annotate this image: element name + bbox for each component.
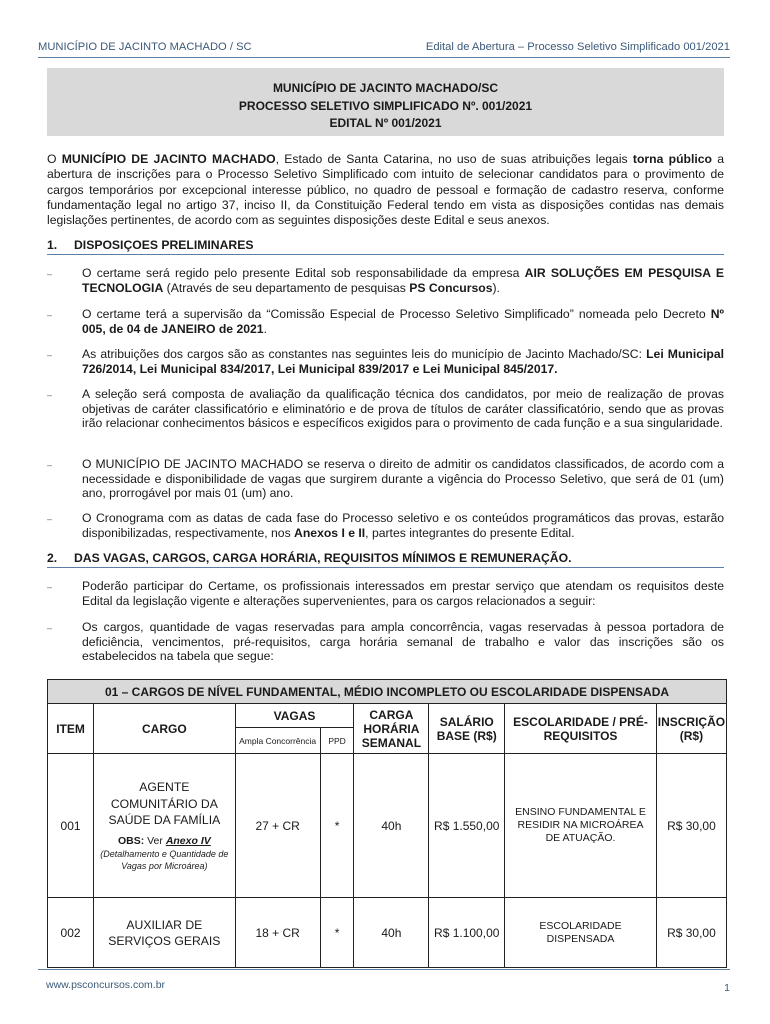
list-item: – Os cargos, quantidade de vagas reservadas para ampla concorrência, vagas reservadas à pessoa portadora de deficiência, vencimentos, pré-requisitos, carga horária semanal de trabalho e valor das inscrições são os estabelecidos na tabela que segue:: [47, 620, 724, 664]
footer-website: www.psconcursos.com.br: [46, 979, 166, 991]
title-box: [47, 68, 724, 136]
header-inscricao: INSCRIÇÃO (R$): [656, 704, 726, 754]
section-2-heading: 2. DAS VAGAS, CARGOS, CARGA HORÁRIA, REQUISITOS MÍNIMOS E REMUNERAÇÃO.: [47, 551, 724, 568]
title-line-1: MUNICÍPIO DE JACINTO MACHADO/SC: [272, 81, 499, 95]
cell-salario: R$ 1.100,00: [429, 898, 505, 968]
cell-cargo: AGENTE COMUNITÁRIO DA SAÚDE DA FAMÍLIA OBS: Ver Anexo IV (Detalhamento e Quantidade de Vagas por Microárea): [94, 754, 235, 898]
header-ampla: Ampla Concorrência: [235, 728, 320, 754]
list-item: – O Cronograma com as datas de cada fase do Processo seletivo e os conteúdos programáticos das provas, estarão disponibilizadas, respectivamente, nos Anexos I e II, partes integrantes do presente Edital.: [47, 511, 724, 540]
section-1-heading: 1. DISPOSIÇOES PRELIMINARES: [47, 238, 724, 255]
header-municipality: MUNICÍPIO DE JACINTO MACHADO / SC: [38, 41, 252, 53]
cell-ampla: 27 + CR: [235, 754, 320, 898]
table-title: 01 – CARGOS DE NÍVEL FUNDAMENTAL, MÉDIO INCOMPLETO OU ESCOLARIDADE DISPENSADA: [48, 680, 727, 704]
cell-carga: 40h: [354, 898, 429, 968]
intro-paragraph: O MUNICÍPIO DE JACINTO MACHADO, Estado de Santa Catarina, no uso de suas atribuições legais torna público a abertura de inscrições para o Processo Seletivo Simplificado com intuito de selecionar candidatos para o provimento de cargos temporários por excepcional interesse público, no quadro de pessoal e formação de cadastro reserva, conforme fundamentação legal no artigo 37, inciso II, da Constituição Federal tendo em vista as disposições contidas nas demais legislações pertinentes, de acordo com as seguintes disposições deste Edital e seus anexos.: [47, 152, 724, 228]
header-vagas: VAGAS: [235, 704, 354, 728]
header-edital: Edital de Abertura – Processo Seletivo Simplificado 001/2021: [425, 41, 730, 53]
cell-item: 001: [48, 754, 94, 898]
header-escolaridade: ESCOLARIDADE / PRÉ-REQUISITOS: [505, 704, 657, 754]
cell-inscricao: R$ 30,00: [656, 754, 726, 898]
list-item: – O certame será regido pelo presente Edital sob responsabilidade da empresa AIR SOLUÇÕES EM PESQUISA E TECNOLOGIA (Através de seu departamento de pesquisas PS Concursos).: [47, 266, 724, 295]
cell-item: 002: [48, 898, 94, 968]
page-number: 1: [724, 982, 730, 994]
header-ppd: PPD: [320, 728, 354, 754]
cell-salario: R$ 1.550,00: [429, 754, 505, 898]
cell-inscricao: R$ 30,00: [656, 898, 726, 968]
list-item: – As atribuições dos cargos são as constantes nas seguintes leis do município de Jacinto Machado/SC: Lei Municipal 726/2014, Lei Municipal 834/2017, Lei Municipal 839/2017 e Lei Municipal 845/2017.: [47, 347, 724, 376]
list-item: – O MUNICÍPIO DE JACINTO MACHADO se reserva o direito de admitir os candidatos classificados, de acordo com a necessidade e disponibilidade de vagas que surgirem durante a vigência do Processo Seletivo, que será de 01 (um) ano, prorrogável por mais 01 (um) ano.: [47, 457, 724, 501]
header-carga: CARGA HORÁRIA SEMANAL: [354, 704, 429, 754]
page-header: [38, 40, 730, 58]
list-item: – Poderão participar do Certame, os profissionais interessados em prestar serviço que atendam os requisitos deste Edital da legislação vigente e alterações supervenientes, para os cargos relacionados a seguir:: [47, 579, 724, 608]
page-footer: [38, 969, 730, 995]
cell-escolaridade: ESCOLARIDADE DISPENSADA: [505, 898, 657, 968]
title-line-3: EDITAL Nº 001/2021: [329, 116, 442, 130]
header-cargo: CARGO: [94, 704, 235, 754]
list-item: – A seleção será composta de avaliação da qualificação técnica dos candidatos, por meio de realização de provas objetivas de caráter classificatório e eliminatório e de prova de títulos de caráter classificatório, sendo que as provas irão relacionar conhecimentos básicos e específicos exigidos para o provimento de cada função e a sua singularidade.: [47, 387, 724, 431]
table-row: [48, 754, 727, 898]
cell-ppd: *: [320, 754, 354, 898]
header-item: ITEM: [48, 704, 94, 754]
table-row: [48, 898, 727, 968]
cell-carga: 40h: [354, 754, 429, 898]
title-line-2: PROCESSO SELETIVO SIMPLIFICADO Nº. 001/2021: [238, 98, 533, 113]
cell-ampla: 18 + CR: [235, 898, 320, 968]
header-salario: SALÁRIO BASE (R$): [429, 704, 505, 754]
cell-escolaridade: ENSINO FUNDAMENTAL E RESIDIR NA MICROÁREA DE ATUAÇÃO.: [505, 754, 657, 898]
cell-ppd: *: [320, 898, 354, 968]
positions-table: [47, 679, 727, 968]
list-item: – O certame terá a supervisão da “Comissão Especial de Processo Seletivo Simplificado” nomeada pelo Decreto Nº 005, de 04 de JANEIRO de 2021.: [47, 307, 724, 336]
cell-cargo: AUXILIAR DE SERVIÇOS GERAIS: [94, 898, 235, 968]
